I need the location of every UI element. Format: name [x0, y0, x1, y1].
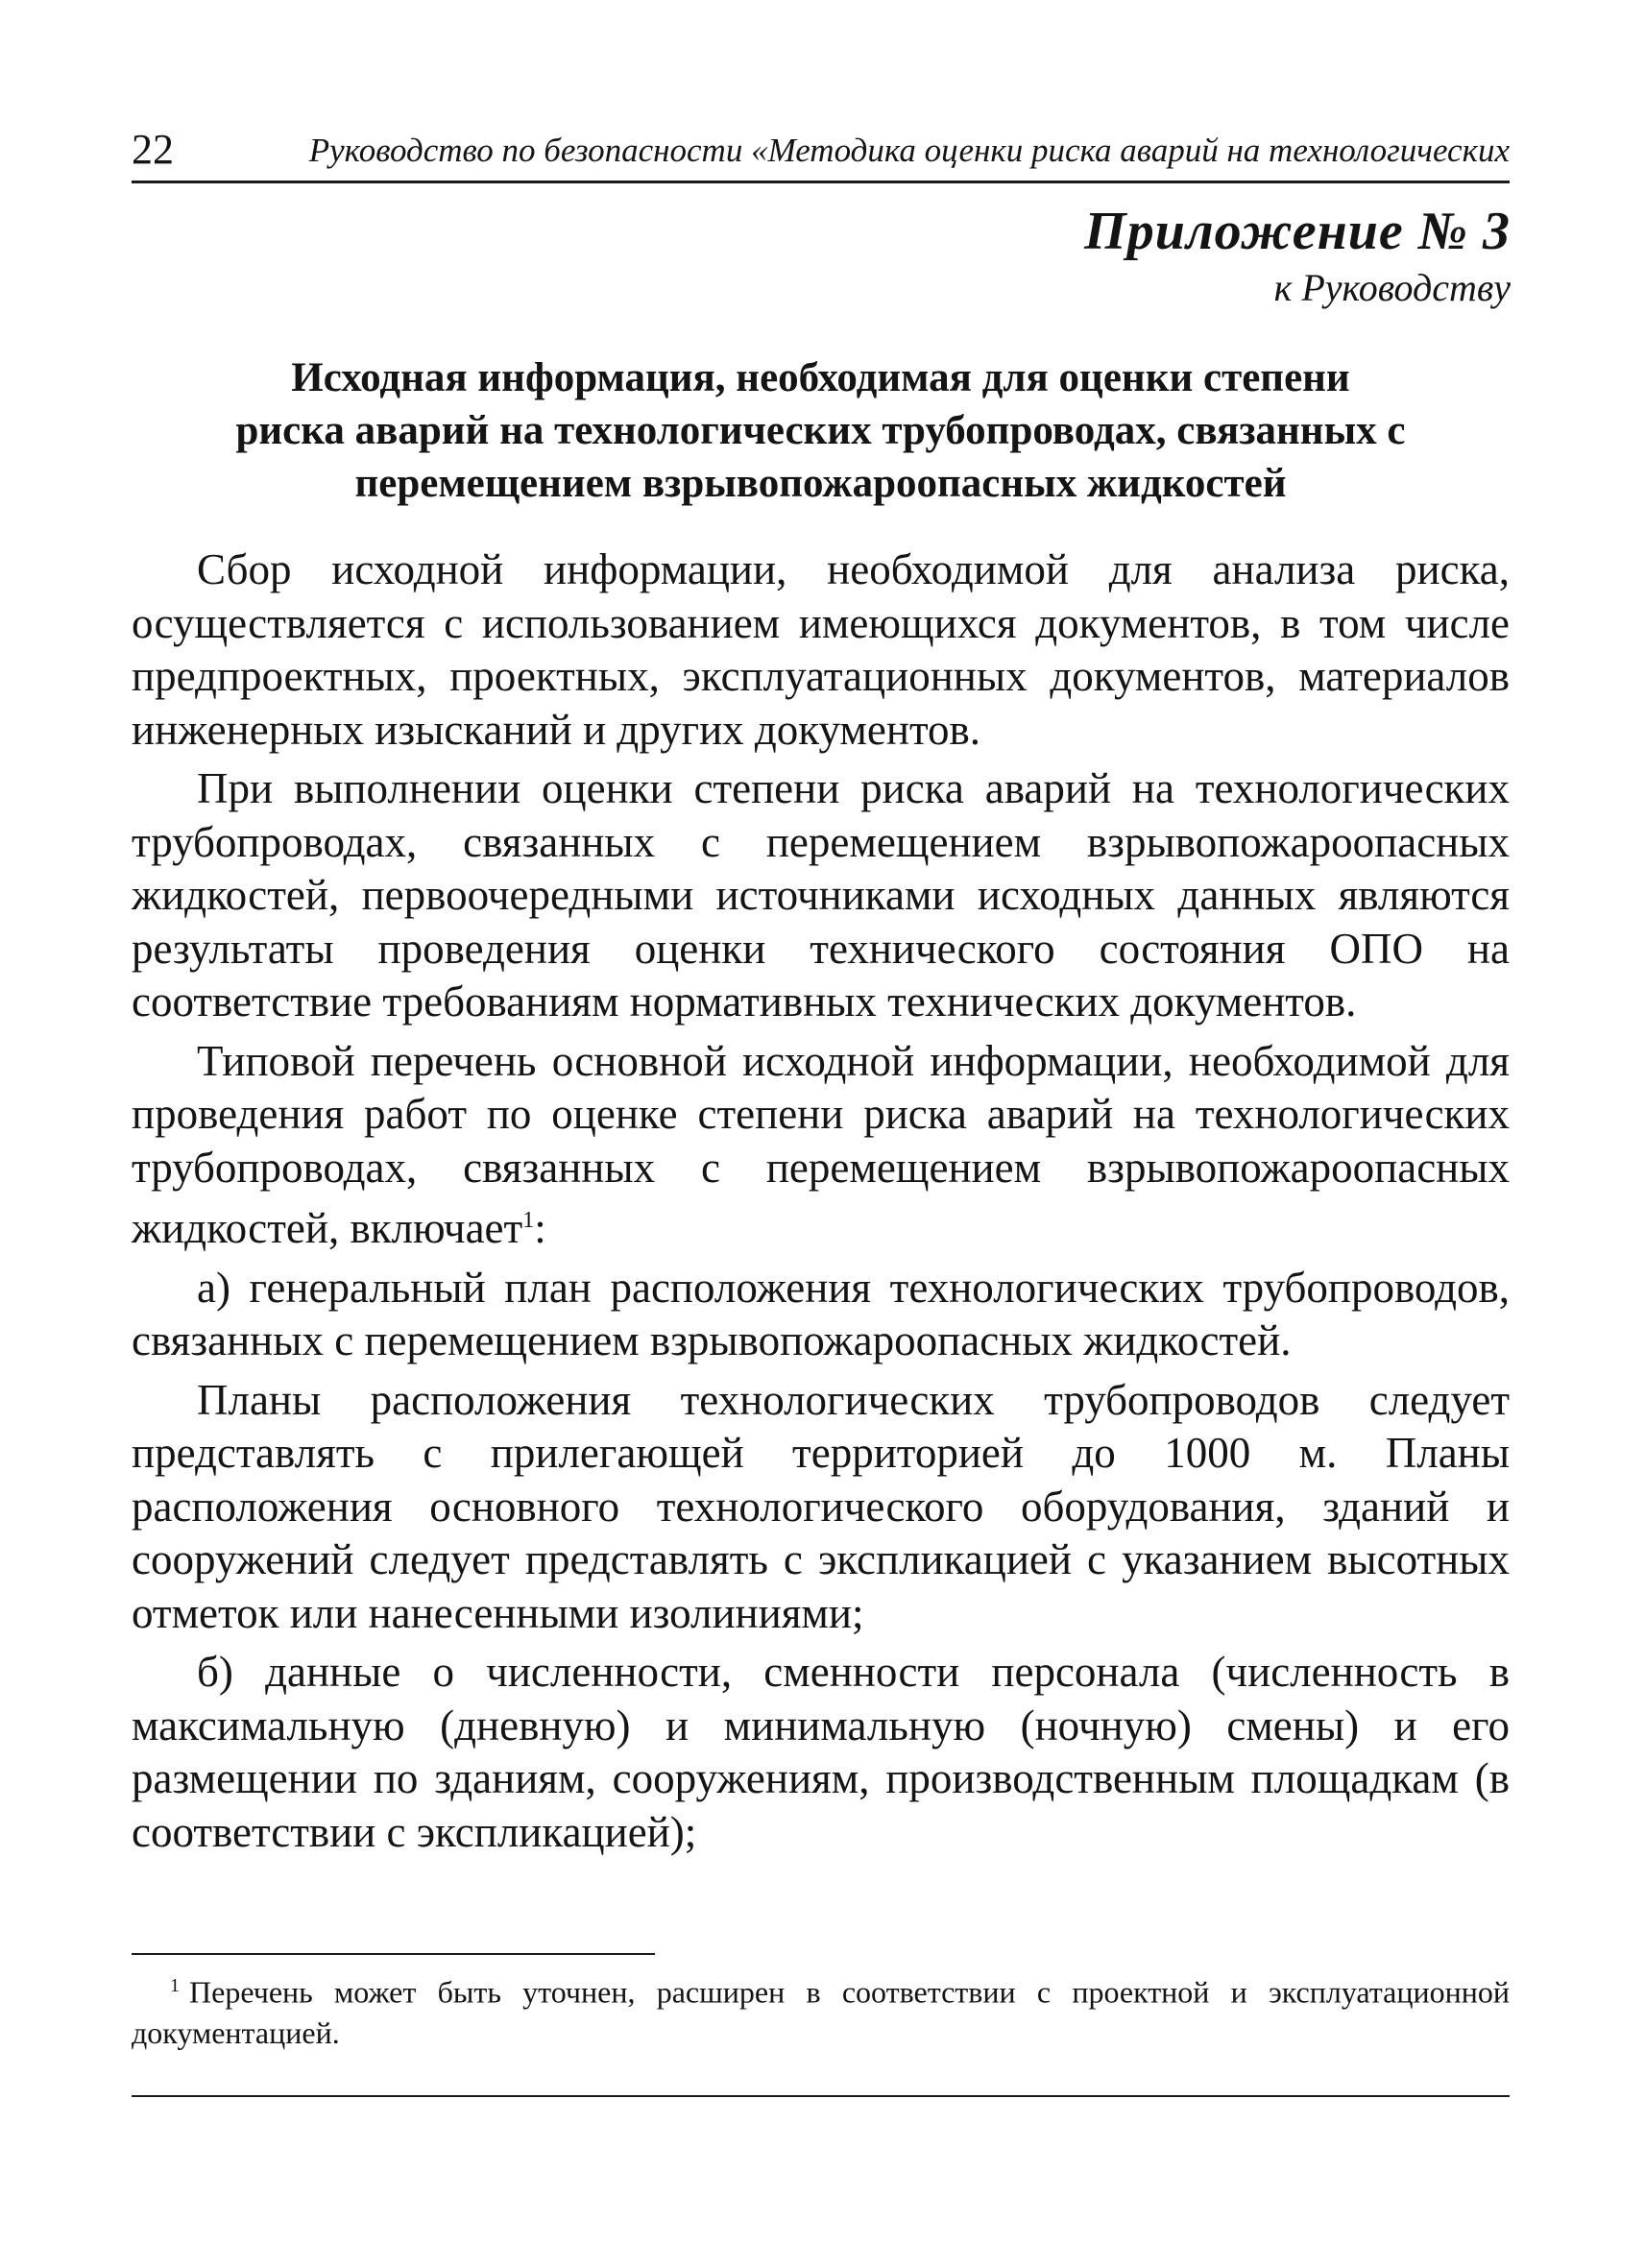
appendix-heading [1084, 200, 1511, 313]
list-item: а) генеральный план расположения технологических трубопроводов, связанных с перемещением взрывопожароопасных жидкостей. [132, 1263, 1510, 1364]
page-header [132, 123, 1510, 183]
page-number: 22 [132, 126, 174, 173]
appendix-subtitle: к Руководству [1273, 266, 1511, 309]
appendix-title: Приложение № 3 [1084, 202, 1511, 261]
footnote-mark: 1 [170, 1975, 180, 1996]
paragraph-punctuation: : [534, 1204, 546, 1252]
footnote-separator [132, 1953, 655, 1955]
footnote-reference: 1 [522, 1208, 535, 1233]
paragraph: Планы расположения технологических трубопроводов следует представлять с прилегающей территорией до 1000 м. Планы расположения основного технологического оборудования, зданий и сооружений следует представлять с экспликацией с указанием высотных отметок или нанесенными изолиниями; [132, 1375, 1510, 1637]
bottom-divider [132, 2095, 1510, 2097]
document-title-line: риска аварий на технологических трубопроводах, связанных с [235, 408, 1406, 453]
document-title [132, 351, 1510, 510]
document-title-line: перемещением взрывопожароопасных жидкостей [354, 461, 1287, 506]
body-text [132, 543, 1510, 1865]
running-title: Руководство по безопасности «Методика оценки риска аварий на технологических [308, 132, 1510, 169]
paragraph: Сбор исходной информации, необходимой для анализа риска, осуществляется с использованием имеющихся документов, в том числе предпроектных, проектных, эксплуатационных документов, материалов инженерных изысканий и других документов. [132, 545, 1510, 754]
paragraph-text: Типовой перечень основной исходной информации, необходимой для проведения работ по оценке степени риска аварий на технологических трубопроводах, связанных с перемещением взрывопожароопасных жидкостей, включает [132, 1036, 1510, 1252]
paragraph: При выполнении оценки степени риска аварий на технологических трубопроводах, связанных с перемещением взрывопожароопасных жидкостей, первоочередными источниками исходных данных являются результаты проведения оценки технического состояния ОПО на соответствие требованиям нормативных технических документов. [132, 764, 1510, 1025]
paragraph [132, 1035, 1510, 1256]
footnote [132, 1966, 1510, 2053]
footnote-text: Перечень может быть уточнен, расширен в соответствии с проектной и эксплуатационной документацией. [132, 1974, 1510, 2050]
document-title-line: Исходная информация, необходимая для оценки степени [291, 355, 1350, 400]
list-item: б) данные о численности, сменности персонала (численность в максимальную (дневную) и минимальную (ночную) смены) и его размещении по зданиям, сооружениям, производственным площадкам (в соответствии с экспликацией); [132, 1648, 1510, 1856]
